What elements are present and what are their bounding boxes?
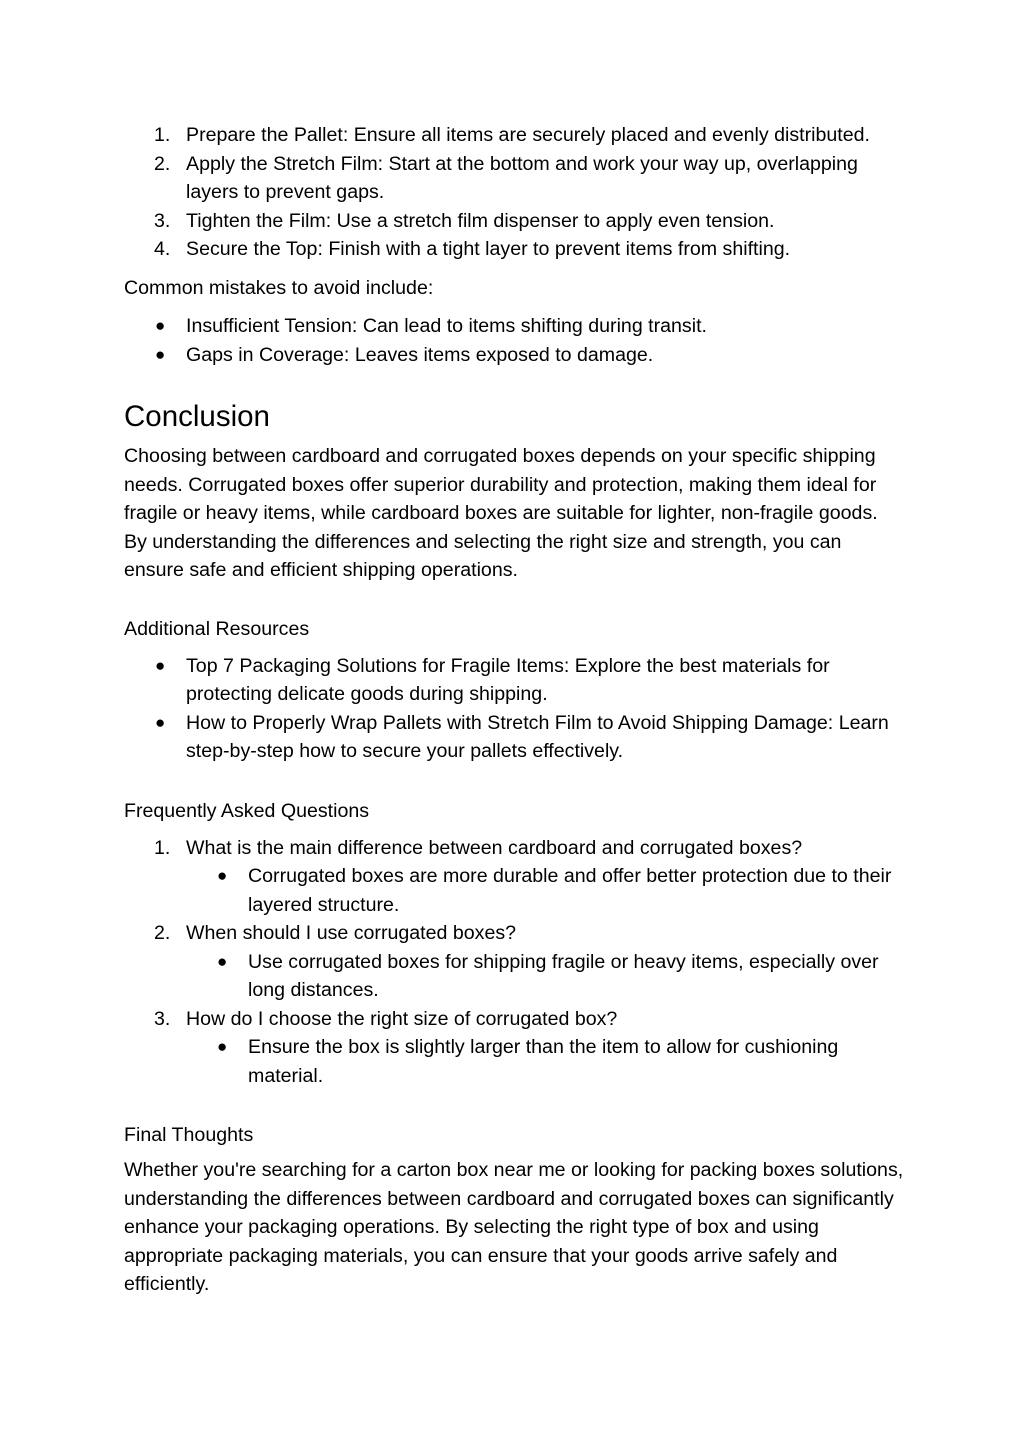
list-number: 2. [154, 152, 171, 175]
list-item [124, 652, 904, 709]
faq-item [124, 834, 904, 920]
faq-question: What is the main difference between cardboard and corrugated boxes? [186, 836, 803, 859]
faq-answer [186, 862, 904, 919]
list-item [124, 235, 904, 264]
resources-list [124, 652, 904, 766]
list-item-text: Insufficient Tension: Can lead to items shifting during transit. [186, 315, 707, 337]
bullet-icon: ● [155, 712, 166, 732]
list-number: 3. [154, 1007, 171, 1030]
mistakes-list [124, 312, 904, 369]
stretch-film-steps-list [124, 121, 904, 264]
resources-heading: Additional Resources [124, 617, 310, 640]
list-item [124, 709, 904, 766]
faq-item [124, 919, 904, 1005]
list-item [124, 207, 904, 236]
faq-answer-list [186, 948, 904, 1005]
final-thoughts-heading: Final Thoughts [124, 1124, 254, 1146]
bullet-icon: ● [155, 316, 166, 335]
bullet-icon: ● [155, 344, 166, 364]
faq-answer-text: Ensure the box is slightly larger than the item to allow for cushioning material. [248, 1036, 839, 1087]
faq-question: When should I use corrugated boxes? [186, 922, 517, 944]
document-page [124, 121, 904, 1299]
final-thoughts-body: Whether you're searching for a carton box near me or looking for packing boxes solutions, understanding the differences between cardboard and corrugated boxes can significantly enhance your packaging operations. By selecting the right type of box and using appropriate packaging materials, you can ensure that your goods arrive safely and efficiently. [124, 1159, 904, 1295]
faq-answer-text: Use corrugated boxes for shipping fragile or heavy items, especially over long distances. [248, 950, 879, 1001]
list-item [124, 121, 904, 150]
bullet-icon: ● [217, 1037, 228, 1056]
faq-heading: Frequently Asked Questions [124, 799, 370, 822]
faq-item [124, 1005, 904, 1091]
list-item-text: Secure the Top: Finish with a tight layer to prevent items from shifting. [186, 238, 791, 260]
list-item-text: Prepare the Pallet: Ensure all items are securely placed and evenly distributed. [186, 124, 870, 146]
faq-answer [186, 1033, 904, 1090]
list-number: 2. [154, 922, 171, 944]
bullet-icon: ● [217, 866, 228, 885]
faq-answer-list [186, 1033, 904, 1090]
bullet-icon: ● [155, 655, 166, 675]
list-number: 4. [154, 238, 171, 260]
list-item-text: Top 7 Packaging Solutions for Fragile Items: Explore the best materials for protecting delicate goods during shipping. [186, 654, 830, 705]
list-item-text: Tighten the Film: Use a stretch film dispenser to apply even tension. [186, 209, 775, 232]
faq-list [124, 834, 904, 1091]
list-number: 1. [154, 124, 171, 146]
faq-answer [186, 948, 904, 1005]
list-item [124, 312, 904, 341]
mistakes-intro: Common mistakes to avoid include: [124, 276, 434, 299]
conclusion-heading: Conclusion [124, 400, 270, 433]
list-number: 3. [154, 209, 171, 232]
faq-question: How do I choose the right size of corrugated box? [186, 1007, 618, 1030]
bullet-icon: ● [217, 951, 228, 971]
list-item [124, 150, 904, 207]
list-item-text: How to Properly Wrap Pallets with Stretch Film to Avoid Shipping Damage: Learn step-by-step how to secure your pallets effectively. [186, 711, 889, 762]
list-number: 1. [154, 836, 171, 859]
faq-answer-list [186, 862, 904, 919]
list-item-text: Apply the Stretch Film: Start at the bottom and work your way up, overlapping layers to prevent gaps. [186, 152, 858, 203]
conclusion-body: Choosing between cardboard and corrugated boxes depends on your specific shipping needs. Corrugated boxes offer superior durability and protection, making them ideal for fragile or heavy items, while cardboard boxes are suitable for lighter, non-fragile goods. By understanding the differences and selecting the right size and strength, you can ensure safe and efficient shipping operations. [124, 445, 878, 581]
faq-answer-text: Corrugated boxes are more durable and offer better protection due to their layered structure. [248, 865, 892, 916]
list-item-text: Gaps in Coverage: Leaves items exposed to damage. [186, 343, 654, 366]
list-item [124, 341, 904, 370]
